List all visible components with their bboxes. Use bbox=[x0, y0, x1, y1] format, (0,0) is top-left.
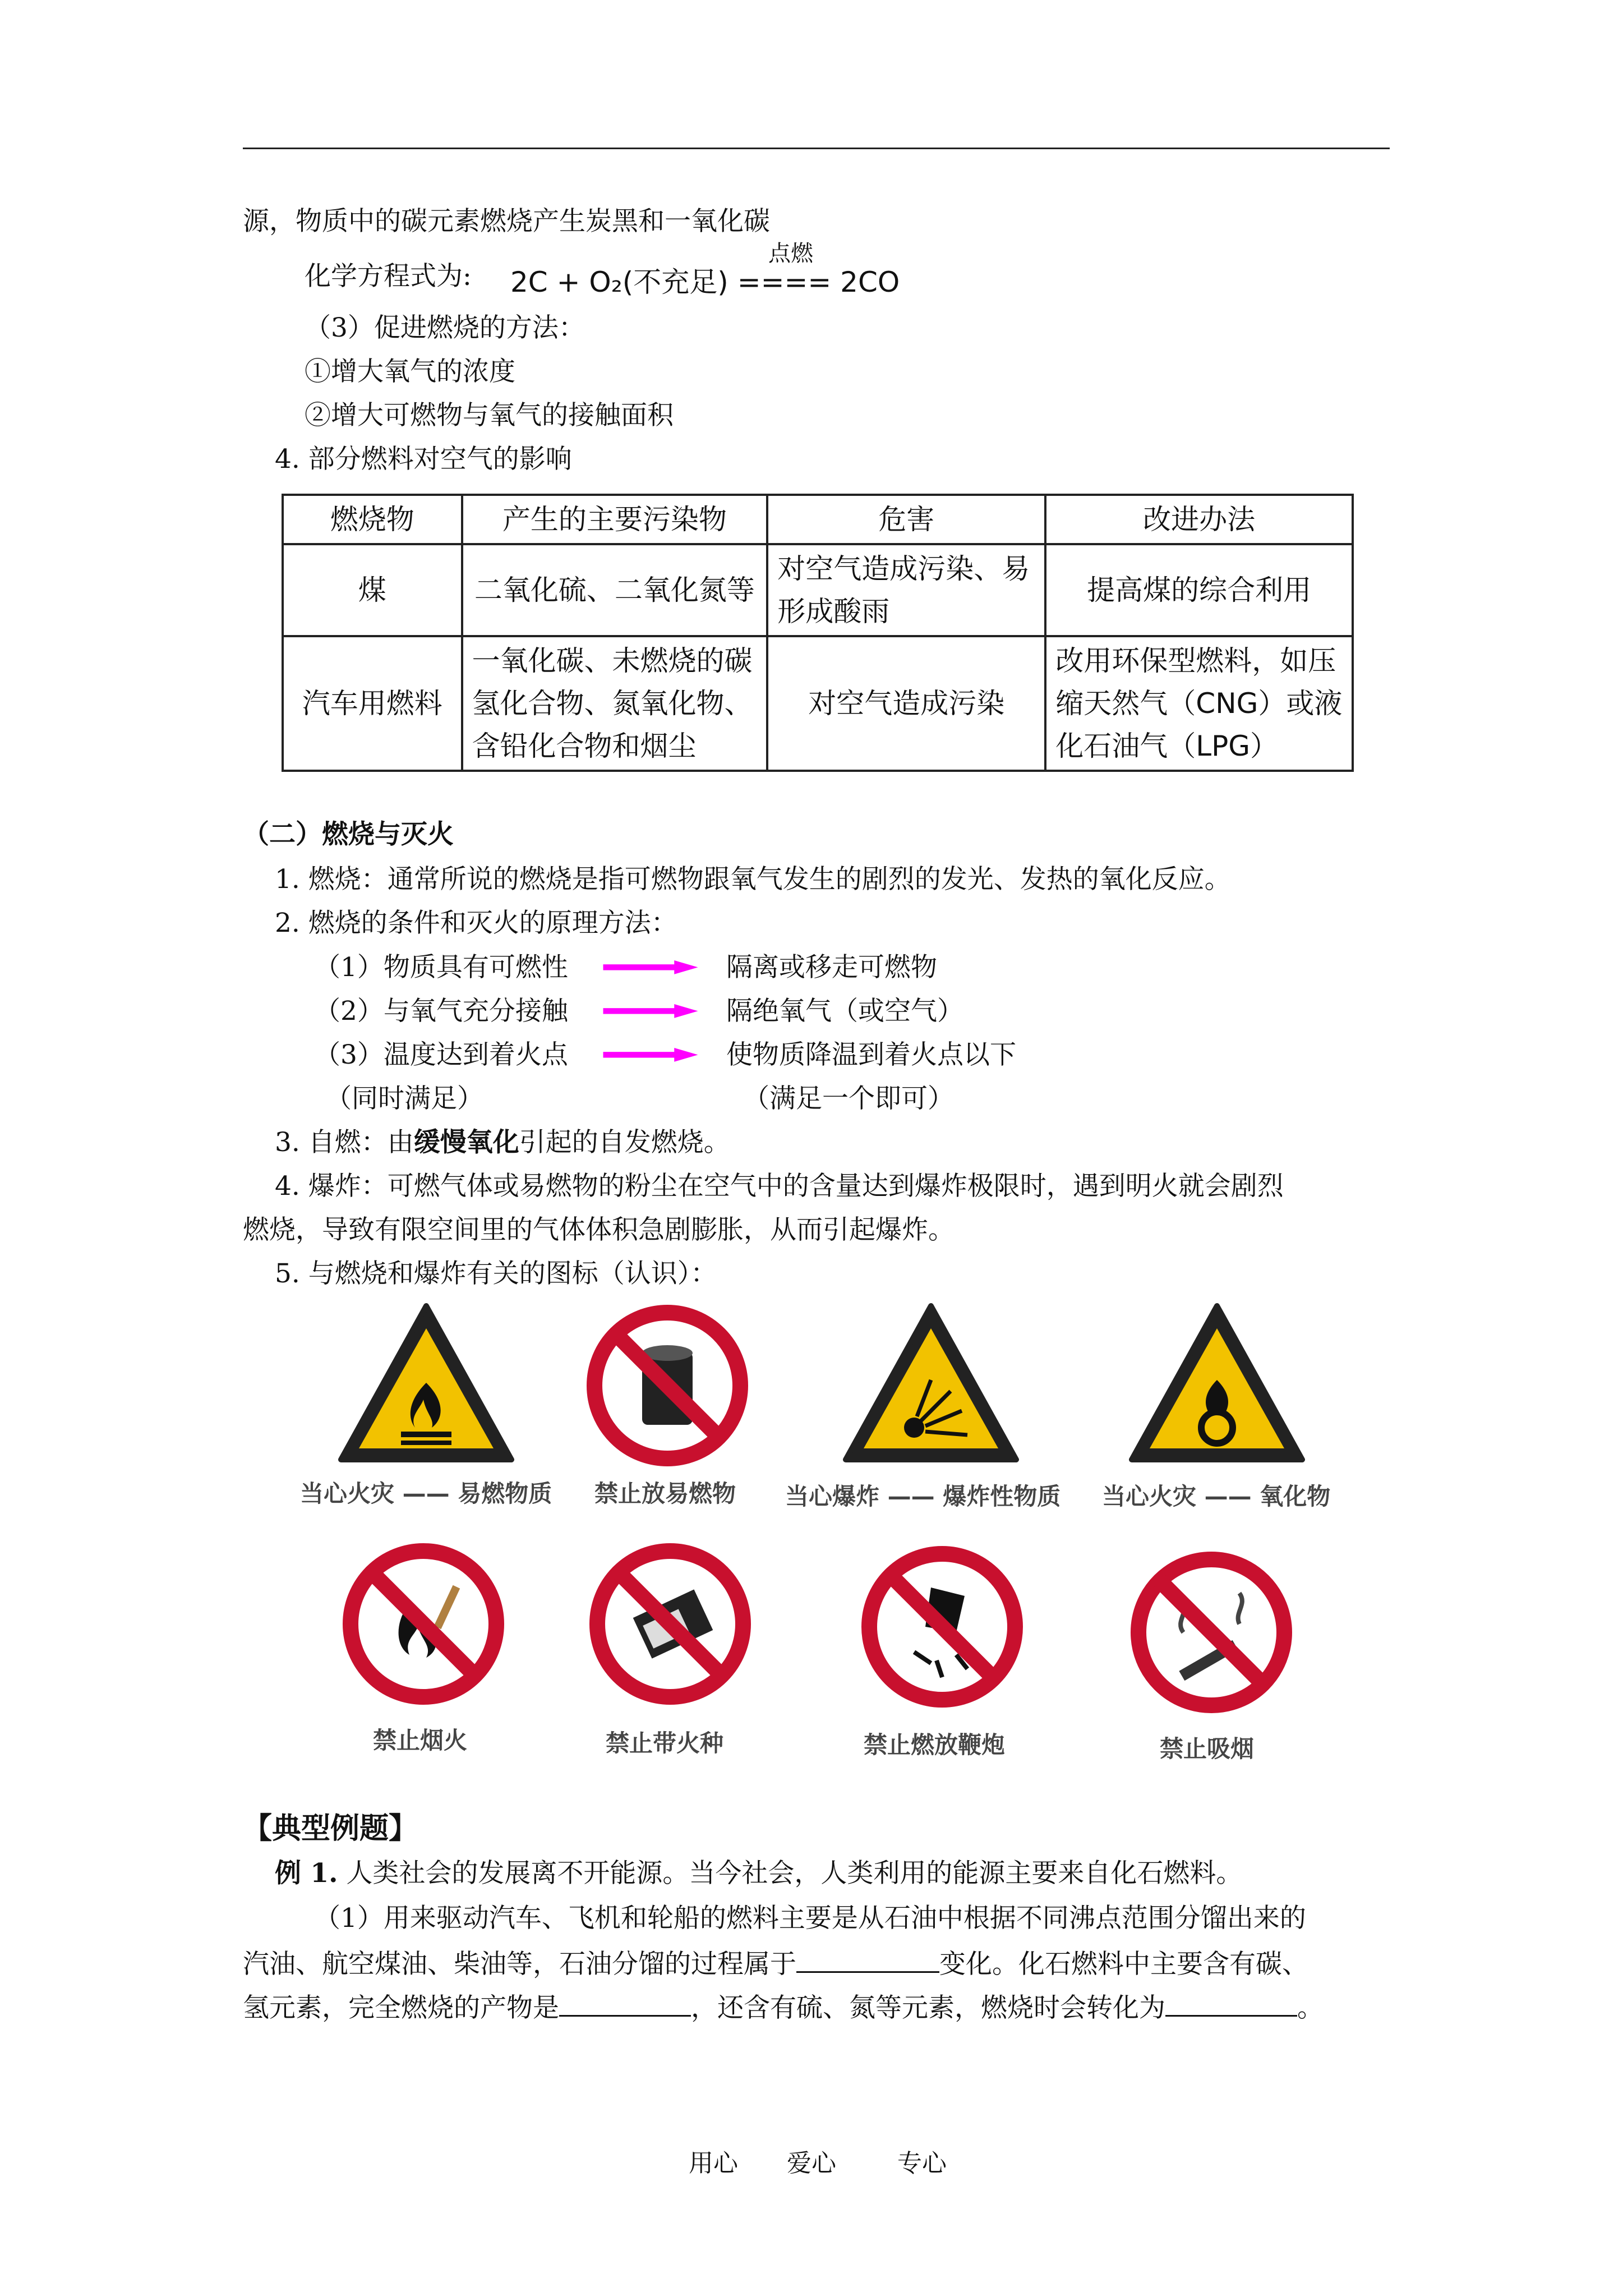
oxidizer-warning-icon bbox=[1127, 1301, 1307, 1464]
table-header: 产生的主要污染物 bbox=[462, 495, 768, 544]
conditions-title: 2. 燃烧的条件和灭火的原理方法： bbox=[275, 908, 677, 938]
table-cell: 对空气造成污染 bbox=[767, 636, 1045, 771]
q1-line3-a: 氢元素，完全燃烧的产物是 bbox=[243, 1993, 559, 2023]
table-cell: 改用环保型燃料，如压缩天然气（CNG）或液化石油气（LPG） bbox=[1045, 636, 1353, 771]
table-row bbox=[283, 544, 1353, 636]
no-flammables-icon bbox=[583, 1301, 751, 1470]
flammable-warning-icon bbox=[336, 1301, 516, 1464]
equation-condition: 点燃 bbox=[768, 241, 813, 266]
question1-line1: （1）用来驱动汽车、飞机和轮船的燃料主要是从石油中根据不同沸点范围分馏出来的 bbox=[314, 1903, 1306, 1934]
question1-line3 bbox=[243, 1989, 1324, 2025]
sign-label: 禁止带火种 bbox=[606, 1729, 724, 1757]
answer-blank[interactable] bbox=[1165, 1989, 1297, 2017]
table-cell: 汽车用燃料 bbox=[283, 636, 462, 771]
condition-left-2: （2）与氧气充分接触 bbox=[314, 996, 568, 1027]
condition-right-2: 隔绝氧气（或空气） bbox=[726, 996, 963, 1027]
sign-label: 禁止放易燃物 bbox=[594, 1480, 736, 1507]
example1-text: 人类社会的发展离不开能源。当今社会，人类利用的能源主要来自化石燃料。 bbox=[338, 1858, 1243, 1889]
arrow-icon bbox=[578, 1048, 723, 1062]
arrow-icon bbox=[578, 960, 723, 975]
equation-label: 化学方程式为: bbox=[305, 261, 472, 292]
footer-item: 爱心 bbox=[787, 2149, 836, 2178]
sign-label: 禁止烟火 bbox=[373, 1727, 468, 1754]
arrow-icon bbox=[578, 1004, 723, 1019]
table-header: 危害 bbox=[767, 495, 1045, 544]
table-cell: 一氧化碳、未燃烧的碳氢化合物、氮氧化物、含铅化合物和烟尘 bbox=[462, 636, 768, 771]
sign-label: 当心火灾 —— 氧化物 bbox=[1102, 1483, 1331, 1510]
q1-line3-c: 。 bbox=[1297, 1993, 1324, 2023]
item3-prefix: 3. 自燃：由 bbox=[275, 1127, 414, 1158]
promote-title: （3）促进燃烧的方法： bbox=[305, 312, 585, 343]
table-header: 改进办法 bbox=[1045, 495, 1353, 544]
condition-right-1: 隔离或移走可燃物 bbox=[726, 952, 937, 983]
burning-definition: 1. 燃烧：通常所说的燃烧是指可燃物跟氧气发生的剧烈的发光、发热的氧化反应。 bbox=[275, 864, 1231, 895]
section2-title: （二）燃烧与灭火 bbox=[243, 819, 454, 850]
table-row bbox=[283, 636, 1353, 771]
examples-title: 【典型例题】 bbox=[243, 1812, 418, 1846]
sign-label: 禁止燃放鞭炮 bbox=[864, 1731, 1006, 1759]
no-fire-source-icon bbox=[586, 1540, 754, 1708]
condition-left-1: （1）物质具有可燃性 bbox=[314, 952, 568, 983]
no-open-flame-icon bbox=[339, 1540, 508, 1708]
signs-title: 5. 与燃烧和爆炸有关的图标（认识）： bbox=[275, 1258, 717, 1289]
table-cell: 对空气造成污染、易形成酸雨 bbox=[767, 544, 1045, 636]
promote-item-1: ①增大氧气的浓度 bbox=[305, 356, 515, 387]
promote-item-2: ②增大可燃物与氧气的接触面积 bbox=[305, 400, 674, 431]
q1-line2-b: 变化。化石燃料中主要含有碳、 bbox=[939, 1949, 1308, 1980]
header-rule bbox=[243, 148, 1390, 149]
condition-left-3: （3）温度达到着火点 bbox=[314, 1039, 568, 1070]
section4-title: 4. 部分燃料对空气的影响 bbox=[275, 444, 572, 475]
note-right: （满足一个即可） bbox=[743, 1083, 954, 1114]
example1 bbox=[275, 1857, 1242, 1890]
table-cell: 煤 bbox=[283, 544, 462, 636]
spontaneous-combustion bbox=[275, 1126, 730, 1159]
table-cell: 二氧化硫、二氧化氮等 bbox=[462, 544, 768, 636]
table-header-row bbox=[283, 495, 1353, 544]
sign-label: 当心火灾 —— 易燃物质 bbox=[300, 1480, 552, 1507]
condition-right-3: 使物质降温到着火点以下 bbox=[726, 1039, 1016, 1070]
answer-blank[interactable] bbox=[796, 1945, 939, 1973]
q1-line2-a: 汽油、航空煤油、柴油等，石油分馏的过程属于 bbox=[243, 1949, 796, 1980]
no-firecrackers-icon bbox=[858, 1543, 1026, 1711]
footer-item: 专心 bbox=[897, 2149, 947, 2178]
no-smoking-icon bbox=[1127, 1548, 1295, 1717]
example1-label: 例 1. bbox=[275, 1858, 338, 1889]
sign-label: 当心爆炸 —— 爆炸性物质 bbox=[785, 1483, 1061, 1510]
table-cell: 提高煤的综合利用 bbox=[1045, 544, 1353, 636]
question1-line2 bbox=[243, 1945, 1308, 1981]
footer-item: 用心 bbox=[689, 2149, 738, 2178]
explosion-line-2: 燃烧，导致有限空间里的气体体积急剧膨胀，从而引起爆炸。 bbox=[243, 1214, 955, 1245]
explosion-line-1: 4. 爆炸：可燃气体或易燃物的粉尘在空气中的含量达到爆炸极限时，遇到明火就会剧烈 bbox=[275, 1171, 1284, 1202]
sign-label: 禁止吸烟 bbox=[1160, 1735, 1255, 1763]
q1-line3-b: ，还含有硫、氮等元素，燃烧时会转化为 bbox=[691, 1993, 1165, 2023]
table-header: 燃烧物 bbox=[283, 495, 462, 544]
equation-formula: 2C + O₂(不充足) ==== 2CO bbox=[510, 266, 900, 298]
answer-blank[interactable] bbox=[559, 1989, 691, 2017]
note-left: （同时满足） bbox=[325, 1083, 483, 1114]
explosive-warning-icon bbox=[841, 1301, 1021, 1464]
top-text: 源，物质中的碳元素燃烧产生炭黑和一氧化碳 bbox=[243, 206, 770, 237]
item3-suffix: 引起的自发燃烧。 bbox=[519, 1127, 730, 1158]
item3-bold: 缓慢氧化 bbox=[413, 1127, 519, 1158]
pollution-table bbox=[282, 494, 1354, 772]
